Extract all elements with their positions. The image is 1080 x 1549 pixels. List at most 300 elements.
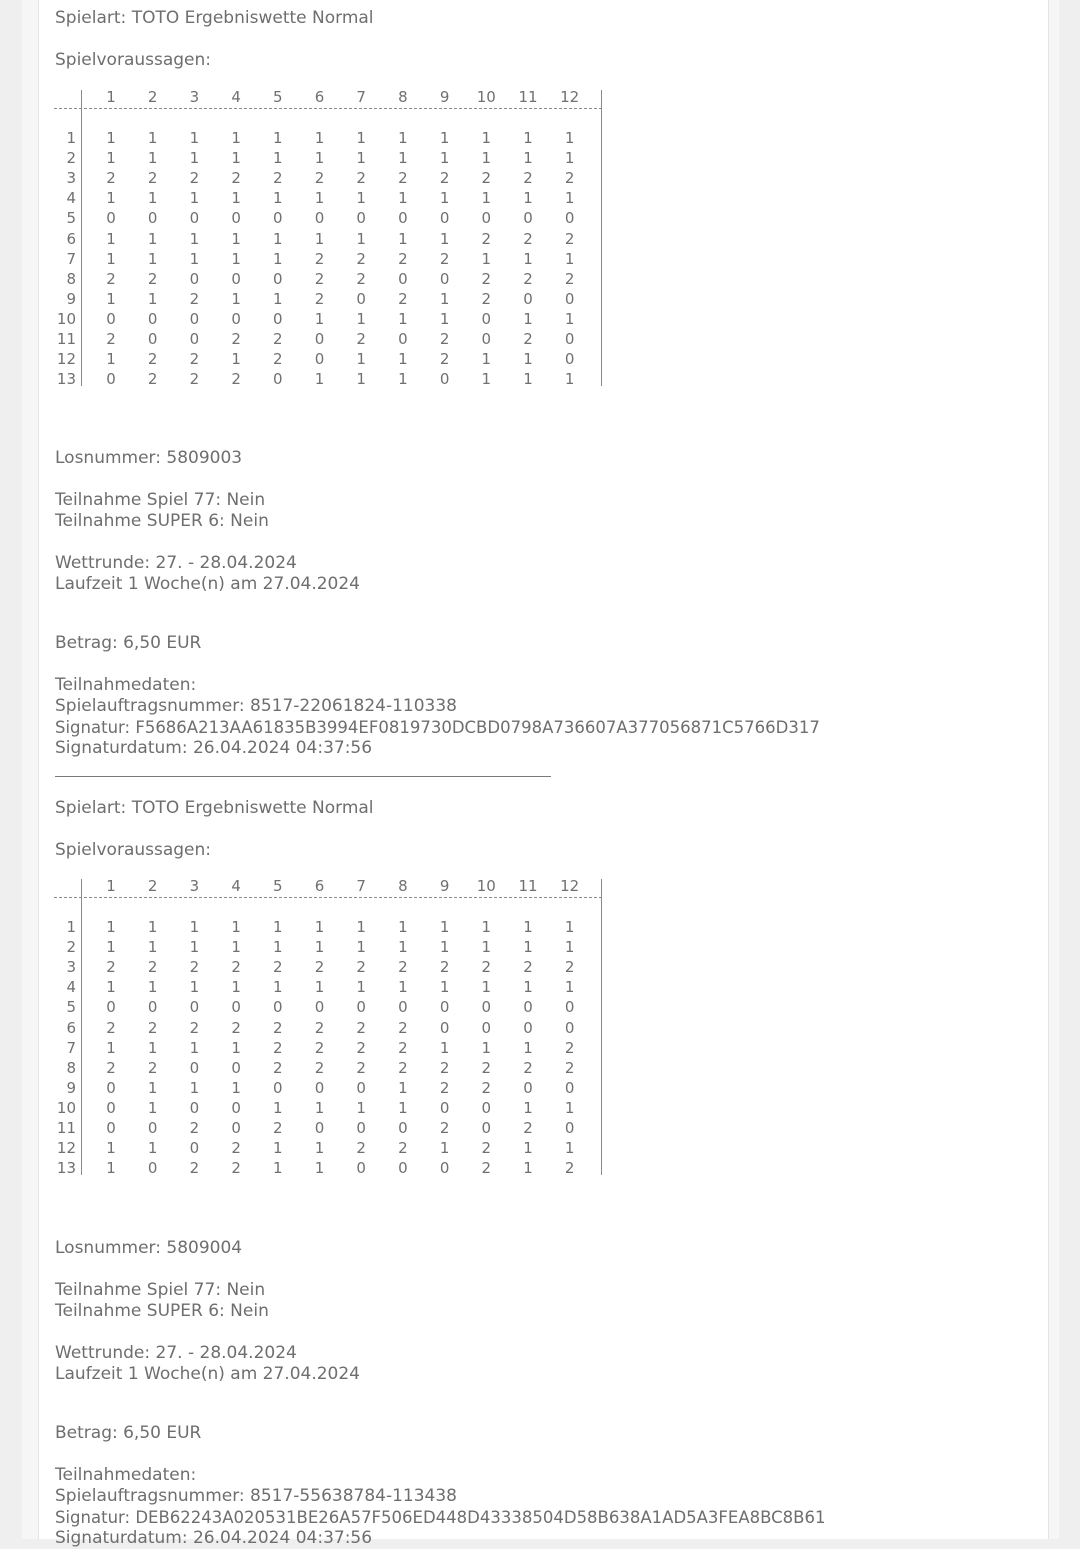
grid-row-label: 10 [56,1098,76,1117]
grid-cell: 0 [106,370,116,389]
grid-cell: 1 [106,350,116,369]
grid-column-header: 12 [560,88,580,106]
grid-cell: 1 [147,289,158,308]
grid-cell: 1 [106,1159,116,1178]
grid-cell: 2 [439,958,450,977]
predictions-grid [54,877,614,1177]
grid-cell: 2 [523,958,533,977]
grid-cell: 0 [439,1018,450,1037]
grid-cell: 2 [439,1078,450,1097]
betting-round: Wettrunde: 27. - 28.04.2024 [55,1343,297,1363]
grid-column-header: 2 [147,877,158,895]
grid-cell: 1 [147,1098,158,1117]
grid-cell: 0 [564,1078,575,1097]
grid-cell: 2 [398,1038,408,1057]
grid-cell: 1 [439,1139,450,1158]
grid-cell: 2 [439,1058,450,1077]
grid-cell: 0 [189,998,200,1017]
grid-cell: 0 [147,309,158,328]
grid-cell: 0 [273,1078,283,1097]
grid-cell: 2 [481,269,492,288]
grid-cell: 1 [106,1038,116,1057]
grid-cell: 2 [189,289,200,308]
grid-cell: 1 [439,149,450,168]
grid-row-label: 11 [56,330,76,348]
grid-cell: 1 [356,938,366,957]
game-type: Spielart: TOTO Ergebniswette Normal [55,798,374,818]
grid-cell: 0 [439,209,450,228]
grid-cell: 1 [106,978,116,997]
grid-cell: 1 [523,350,533,369]
grid-cell: 1 [273,918,283,936]
grid-column-header: 5 [273,877,283,895]
grid-cell: 2 [481,289,492,308]
super6-participation: Teilnahme SUPER 6: Nein [55,1301,269,1321]
grid-cell: 1 [564,1139,575,1158]
grid-cell: 1 [356,918,366,936]
participation-data-label: Teilnahmedaten: [55,1465,197,1485]
grid-cell: 0 [106,1098,116,1117]
grid-cell: 0 [147,1119,158,1137]
grid-cell: 2 [189,1018,200,1037]
super6-participation: Teilnahme SUPER 6: Nein [55,511,269,531]
grid-right-border [601,879,602,1175]
signature: Signatur: DEB62243A020531BE26A57F506ED448D43338504D58B638A1AD5A3FEA8BC8B61 [55,1508,826,1527]
grid-cell: 2 [356,330,366,348]
grid-cell: 0 [398,209,408,228]
grid-cell: 0 [564,209,575,228]
grid-cell: 0 [147,998,158,1017]
grid-cell: 0 [398,1159,408,1178]
grid-cell: 1 [314,1139,325,1158]
grid-cell: 1 [523,938,533,957]
grid-cell: 1 [147,1139,158,1158]
grid-cell: 0 [273,370,283,389]
participation-data-label: Teilnahmedaten: [55,675,197,695]
grid-cell: 1 [273,1159,283,1178]
grid-cell: 1 [564,149,575,168]
grid-cell: 0 [189,1098,200,1117]
grid-cell: 2 [564,169,575,188]
grid-cell: 1 [189,1038,200,1057]
grid-cell: 0 [564,330,575,348]
grid-cell: 0 [481,998,492,1017]
grid-cell: 2 [147,1058,158,1077]
grid-cell: 0 [147,1159,158,1178]
grid-cell: 1 [147,229,158,248]
grid-cell: 1 [273,189,283,208]
grid-cell: 1 [231,189,241,208]
grid-cell: 1 [398,938,408,957]
grid-cell: 1 [314,229,325,248]
grid-cell: 1 [314,370,325,389]
grid-cell: 1 [481,370,492,389]
grid-cell: 0 [356,1078,366,1097]
grid-cell: 1 [523,149,533,168]
grid-cell: 1 [523,1098,533,1117]
duration: Laufzeit 1 Woche(n) am 27.04.2024 [55,574,360,594]
grid-cell: 2 [398,1139,408,1158]
grid-cell: 1 [106,1139,116,1158]
grid-cell: 1 [231,229,241,248]
grid-cell: 2 [147,169,158,188]
grid-cell: 2 [523,169,533,188]
grid-cell: 1 [523,1038,533,1057]
grid-column-header: 3 [189,877,200,895]
grid-cell: 1 [398,189,408,208]
grid-cell: 2 [481,1058,492,1077]
grid-cell: 2 [523,330,533,348]
grid-cell: 1 [439,918,450,936]
grid-cell: 1 [398,350,408,369]
spiel77-participation: Teilnahme Spiel 77: Nein [55,1280,266,1300]
grid-cell: 2 [398,1058,408,1077]
grid-cell: 2 [231,169,241,188]
grid-column-header: 12 [560,877,580,895]
grid-cell: 1 [481,918,492,936]
grid-cell: 2 [106,1018,116,1037]
grid-cell: 2 [273,330,283,348]
grid-cell: 2 [439,330,450,348]
grid-header-separator [54,897,602,898]
grid-cell: 1 [314,1098,325,1117]
grid-cell: 2 [189,1159,200,1178]
grid-cell: 1 [147,938,158,957]
order-number: Spielauftragsnummer: 8517-55638784-113438 [55,1486,457,1506]
grid-cell: 1 [231,978,241,997]
grid-cell: 2 [314,958,325,977]
grid-cell: 1 [189,978,200,997]
grid-cell: 2 [564,1038,575,1057]
grid-cell: 2 [356,269,366,288]
grid-cell: 1 [273,129,283,147]
grid-cell: 1 [398,309,408,328]
grid-cell: 2 [314,269,325,288]
amount: Betrag: 6,50 EUR [55,633,202,653]
grid-row-label: 3 [66,169,76,188]
grid-cell: 2 [231,958,241,977]
grid-cell: 1 [106,149,116,168]
grid-cell: 2 [398,289,408,308]
grid-cell: 1 [356,1098,366,1117]
grid-cell: 1 [189,249,200,268]
grid-row-label: 13 [56,1159,76,1178]
grid-cell: 1 [314,149,325,168]
grid-cell: 1 [147,918,158,936]
grid-cell: 0 [231,1098,241,1117]
grid-cell: 1 [523,189,533,208]
grid-cell: 1 [564,189,575,208]
predictions-label: Spielvoraussagen: [55,840,212,860]
grid-cell: 0 [231,269,241,288]
grid-column-header: 4 [231,877,241,895]
grid-cell: 2 [523,1119,533,1137]
grid-cell: 2 [273,350,283,369]
grid-cell: 1 [481,978,492,997]
grid-cell: 1 [356,309,366,328]
grid-column-header: 5 [273,88,283,106]
grid-cell: 0 [481,330,492,348]
grid-cell: 1 [147,149,158,168]
grid-cell: 0 [231,1119,241,1137]
grid-cell: 0 [189,209,200,228]
grid-cell: 1 [564,1098,575,1117]
grid-cell: 2 [231,1139,241,1158]
grid-column-header: 8 [398,877,408,895]
grid-cell: 0 [564,1018,575,1037]
grid-cell: 2 [398,958,408,977]
grid-cell: 1 [398,978,408,997]
grid-cell: 2 [189,1119,200,1137]
grid-cell: 1 [273,149,283,168]
grid-cell: 1 [523,918,533,936]
grid-cell: 2 [314,1038,325,1057]
grid-cell: 1 [273,229,283,248]
grid-cell: 2 [273,1058,283,1077]
grid-cell: 1 [147,1078,158,1097]
grid-column-header: 9 [439,88,450,106]
grid-left-border [81,879,82,1175]
grid-cell: 0 [356,289,366,308]
grid-cell: 2 [147,350,158,369]
grid-cell: 2 [314,169,325,188]
grid-cell: 1 [564,129,575,147]
grid-cell: 1 [398,918,408,936]
grid-cell: 2 [398,249,408,268]
grid-cell: 1 [314,129,325,147]
grid-cell: 0 [481,1098,492,1117]
grid-cell: 1 [273,938,283,957]
grid-cell: 2 [231,370,241,389]
grid-column-header: 6 [314,877,325,895]
grid-cell: 2 [398,1018,408,1037]
grid-cell: 1 [439,978,450,997]
grid-cell: 1 [398,229,408,248]
grid-cell: 2 [314,1058,325,1077]
grid-cell: 0 [564,289,575,308]
grid-row-label: 9 [66,1078,76,1097]
grid-cell: 2 [231,1159,241,1178]
grid-cell: 1 [231,249,241,268]
grid-row-label: 13 [56,370,76,389]
grid-row-label: 2 [66,938,76,957]
grid-cell: 1 [273,289,283,308]
grid-cell: 1 [356,350,366,369]
grid-cell: 2 [273,169,283,188]
grid-column-header: 3 [189,88,200,106]
grid-cell: 0 [273,309,283,328]
grid-cell: 1 [147,189,158,208]
grid-cell: 0 [106,1078,116,1097]
grid-cell: 1 [398,129,408,147]
grid-cell: 2 [356,958,366,977]
grid-row-label: 4 [66,978,76,997]
grid-cell: 1 [523,249,533,268]
grid-cell: 1 [314,1159,325,1178]
signature: Signatur: F5686A213AA61835B3994EF0819730DCBD0798A736607A377056871C5766D317 [55,718,820,737]
grid-cell: 0 [481,1018,492,1037]
grid-cell: 0 [314,330,325,348]
grid-cell: 0 [189,309,200,328]
grid-cell: 0 [273,269,283,288]
grid-cell: 0 [314,1078,325,1097]
grid-column-header: 9 [439,877,450,895]
grid-cell: 1 [439,129,450,147]
grid-cell: 0 [398,269,408,288]
grid-cell: 2 [356,1139,366,1158]
grid-row-label: 6 [66,229,76,248]
grid-cell: 1 [189,189,200,208]
grid-cell: 1 [106,938,116,957]
grid-cell: 0 [231,209,241,228]
grid-cell: 1 [189,1078,200,1097]
signature-date: Signaturdatum: 26.04.2024 04:37:56 [55,738,373,758]
grid-cell: 0 [356,209,366,228]
grid-cell: 1 [231,1038,241,1057]
grid-cell: 2 [314,289,325,308]
grid-cell: 1 [273,1098,283,1117]
grid-cell: 1 [523,1159,533,1178]
grid-cell: 1 [356,978,366,997]
grid-cell: 0 [231,1058,241,1077]
grid-cell: 2 [231,1018,241,1037]
grid-cell: 0 [231,309,241,328]
grid-cell: 0 [147,330,158,348]
signature-date: Signaturdatum: 26.04.2024 04:37:56 [55,1528,373,1548]
grid-cell: 2 [481,958,492,977]
grid-cell: 2 [314,1018,325,1037]
grid-cell: 2 [356,249,366,268]
grid-column-header: 4 [231,88,241,106]
grid-cell: 1 [564,918,575,936]
grid-cell: 1 [564,938,575,957]
grid-cell: 0 [564,350,575,369]
grid-cell: 0 [106,309,116,328]
grid-cell: 1 [189,149,200,168]
grid-cell: 0 [398,1119,408,1137]
grid-cell: 2 [356,1058,366,1077]
grid-cell: 0 [189,1139,200,1158]
grid-row-label: 6 [66,1018,76,1037]
grid-cell: 1 [314,918,325,936]
grid-cell: 0 [523,1018,533,1037]
grid-header-separator [54,108,602,109]
grid-cell: 0 [314,998,325,1017]
grid-cell: 2 [356,1038,366,1057]
grid-cell: 1 [106,918,116,936]
grid-cell: 2 [147,269,158,288]
grid-cell: 1 [481,350,492,369]
grid-row-label: 12 [56,1139,76,1158]
grid-cell: 2 [439,1119,450,1137]
grid-cell: 1 [398,149,408,168]
grid-row-label: 8 [66,1058,76,1077]
order-number: Spielauftragsnummer: 8517-22061824-110338 [55,696,457,716]
grid-left-border [81,90,82,386]
grid-cell: 2 [564,1159,575,1178]
grid-cell: 0 [106,1119,116,1137]
grid-right-border [601,90,602,386]
grid-cell: 1 [481,189,492,208]
grid-cell: 1 [481,249,492,268]
grid-row-label: 9 [66,289,76,308]
grid-cell: 1 [231,938,241,957]
grid-cell: 2 [106,269,116,288]
grid-row-label: 11 [56,1119,76,1137]
grid-cell: 2 [564,229,575,248]
grid-column-header: 1 [106,877,116,895]
grid-cell: 1 [356,189,366,208]
predictions-label: Spielvoraussagen: [55,50,212,70]
grid-column-header: 11 [518,88,538,106]
grid-cell: 0 [398,330,408,348]
grid-row-label: 4 [66,189,76,208]
grid-cell: 1 [523,129,533,147]
grid-cell: 1 [273,249,283,268]
grid-row-label: 7 [66,249,76,268]
grid-cell: 1 [231,1078,241,1097]
grid-cell: 2 [398,169,408,188]
grid-cell: 2 [564,269,575,288]
grid-cell: 2 [147,958,158,977]
grid-cell: 1 [189,938,200,957]
grid-cell: 0 [314,1119,325,1137]
grid-column-header: 10 [476,877,496,895]
grid-cell: 0 [481,209,492,228]
grid-cell: 2 [147,1018,158,1037]
grid-cell: 2 [481,169,492,188]
grid-cell: 1 [523,1139,533,1158]
grid-cell: 2 [481,229,492,248]
grid-cell: 0 [356,1119,366,1137]
grid-cell: 1 [398,1078,408,1097]
grid-cell: 1 [147,1038,158,1057]
grid-cell: 0 [189,269,200,288]
grid-column-header: 10 [476,88,496,106]
grid-cell: 1 [564,370,575,389]
grid-cell: 0 [398,998,408,1017]
grid-cell: 1 [439,938,450,957]
grid-cell: 0 [231,998,241,1017]
grid-cell: 2 [106,1058,116,1077]
grid-cell: 1 [439,289,450,308]
duration: Laufzeit 1 Woche(n) am 27.04.2024 [55,1364,360,1384]
grid-cell: 0 [314,209,325,228]
grid-cell: 1 [439,1038,450,1057]
spiel77-participation: Teilnahme Spiel 77: Nein [55,490,266,510]
grid-cell: 0 [106,209,116,228]
grid-cell: 2 [439,169,450,188]
grid-cell: 0 [439,370,450,389]
grid-row-label: 1 [66,918,76,936]
grid-cell: 2 [189,169,200,188]
grid-row-label: 5 [66,998,76,1017]
grid-row-label: 1 [66,129,76,147]
grid-cell: 0 [439,998,450,1017]
grid-column-header: 8 [398,88,408,106]
grid-cell: 0 [523,209,533,228]
grid-cell: 0 [189,1058,200,1077]
grid-cell: 1 [439,189,450,208]
grid-cell: 2 [189,370,200,389]
grid-column-header: 1 [106,88,116,106]
grid-cell: 2 [106,330,116,348]
ticket-number: Losnummer: 5809003 [55,448,243,468]
grid-cell: 0 [523,1078,533,1097]
grid-cell: 2 [106,169,116,188]
grid-row-label: 2 [66,149,76,168]
grid-cell: 0 [273,998,283,1017]
